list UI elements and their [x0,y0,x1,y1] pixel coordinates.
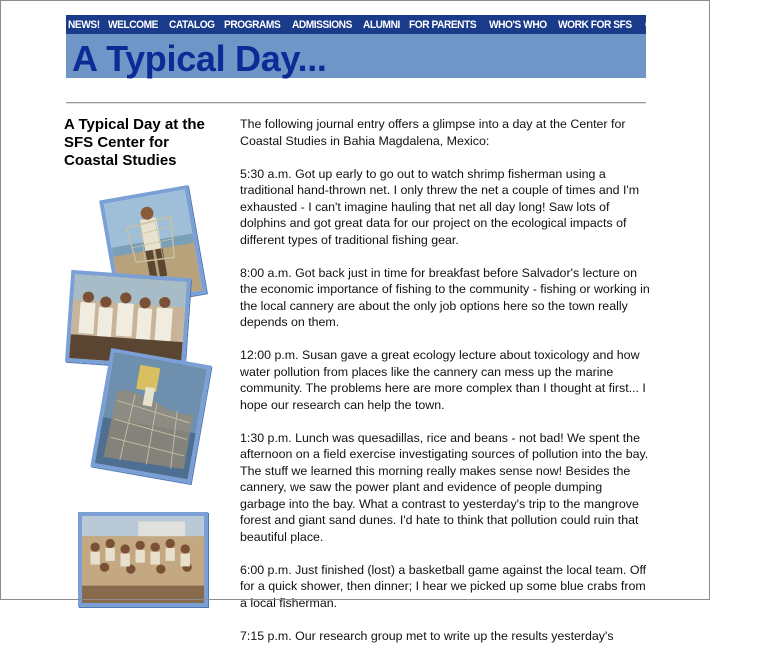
title-banner [66,34,646,78]
nav-catalog[interactable]: CATALOG [168,18,215,31]
nav-admissions[interactable]: ADMISSIONS [291,18,352,31]
nav-welcome[interactable]: WELCOME [108,18,159,31]
nav-news[interactable]: NEWS! [68,18,100,31]
journal-entry-1200: 12:00 p.m. Susan gave a great ecology lecture about toxicology and how water pollution from places like the cannery can mess up the marine community. The problems here are more complex than I thought at first... I hope our research can help the town. [240,348,646,412]
journal-entry-0800: 8:00 a.m. Got back just in time for breakfast before Salvador's lecture on the economic importance of fishing to the community - fishing or working in the local cannery are about the only job options here so the town really depends on them. [240,265,650,329]
journal-entry-0530: 5:30 a.m. Got up early to go out to watch shrimp fisherman using a traditional hand-thrown net. I only threw the net a couple of times and I'm exhausted - I can't imagine hauling that net all day long! Saw lots of dolphins and got great data for our project on the ecological impacts of different types of traditional fishing gear. [240,166,640,247]
photo-net-waterfront [90,348,211,484]
photo-group-seated [78,512,208,607]
journal-content [240,116,650,661]
nav-home[interactable]: HOME [737,18,767,31]
journal-entry-1330: 1:30 p.m. Lunch was quesadillas, rice and beans - not bad! We spent the afternoon on a field exercise investigating sources of pollution into the bay. The stuff we learned this morning really makes sense now! Besides the cannery, we saw the power plant and evidence of people dumping garbage into the bay. What a contrast to yesterday's trip to the mangrove forest and giant sand dunes. I'd hate to think that pollution could ruin that beautiful place. [240,430,649,544]
nav-alumni[interactable]: ALUMNI [363,18,401,31]
top-nav-bar [66,15,767,34]
nav-for-parents[interactable]: FOR PARENTS [409,18,477,31]
journal-intro: The following journal entry offers a glimpse into a day at the Center for Coastal Studies in Bahia Magdalena, Mexico: [240,117,626,148]
page-title: A Typical Day... [72,38,327,79]
horizontal-divider [66,102,646,104]
journal-entry-1800: 6:00 p.m. Just finished (lost) a basketball game against the local team. Off for a quick shower, then dinner; I hear we picked up some blue crabs from a local fisherman. [240,562,647,610]
nav-whos-who[interactable]: WHO'S WHO [489,18,547,31]
nav-index[interactable]: INDEX [700,18,730,31]
nav-programs[interactable]: PROGRAMS [224,18,281,31]
sidebar-title: A Typical Day at the SFS Center for Coastal Studies [64,116,205,169]
nav-contact[interactable]: CONTACT [644,18,691,31]
nav-work-for-sfs[interactable]: WORK FOR SFS [558,18,632,31]
journal-entry-1915: 7:15 p.m. Our research group met to write up the results yesterday's [240,628,614,643]
